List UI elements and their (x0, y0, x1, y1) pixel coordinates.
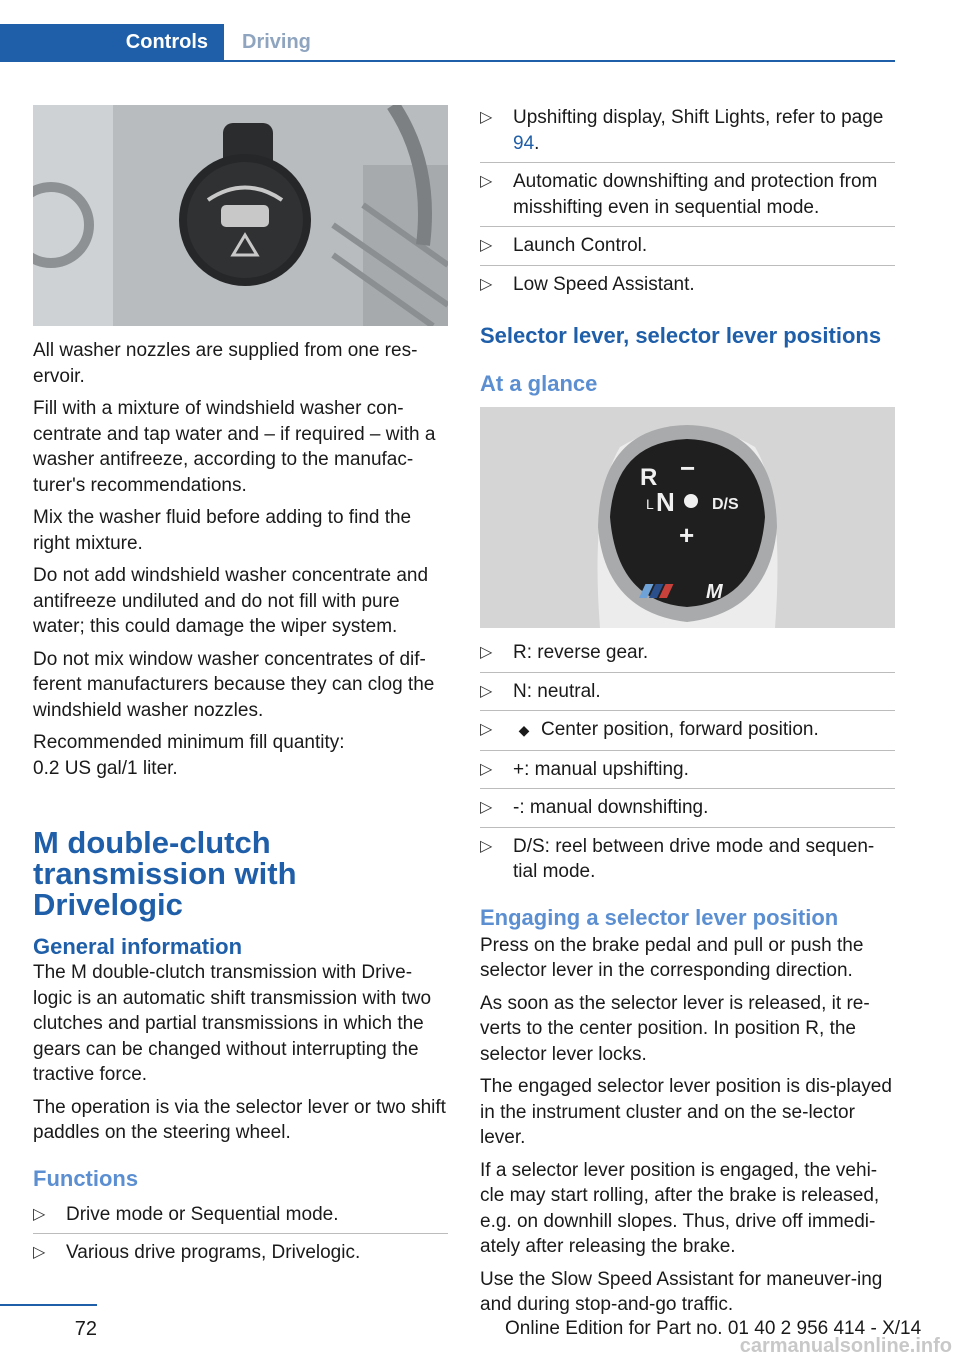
paragraph: Mix the washer fluid before adding to find the right mixture. (33, 507, 412, 554)
triangle-bullet-icon: ▷ (33, 1244, 46, 1261)
paragraph: The M double-clutch transmission with Drive‐logic is an automatic shift transmission with two clutches and partial transmissions in which the gears can be changed without interrupting the tractive force. (33, 962, 432, 1085)
paragraph: Do not add windshield washer concentrate and antifreeze undiluted and do not fill with pure water; this could damage the wiper system. (33, 565, 429, 637)
list-item: ▷ Various drive programs, Drivelogic. (33, 1240, 448, 1272)
features-list (480, 105, 895, 303)
triangle-bullet-icon: ▷ (480, 237, 493, 254)
tab-driving[interactable]: Driving (242, 31, 311, 53)
paragraph: The engaged selector lever position is dis‐played in the instrument cluster and on the se‐lector lever. (480, 1076, 892, 1148)
triangle-bullet-icon: ▷ (480, 682, 493, 700)
list-item: ▷ Upshifting display, Shift Lights, refer to page 94. (480, 105, 895, 163)
heading-engaging: Engaging a selector lever position (480, 904, 839, 930)
list-item: ▷ Launch Control. (480, 233, 895, 266)
triangle-bullet-icon: ▷ (480, 799, 493, 816)
paragraph: All washer nozzles are supplied from one res‐ervoir. (33, 340, 418, 387)
triangle-bullet-icon: ▷ (480, 837, 493, 855)
paragraph: Use the Slow Speed Assistant for maneuver‐ing and during stop-and-go traffic. (480, 1268, 883, 1315)
triangle-bullet-icon: ▷ (480, 275, 493, 293)
triangle-bullet-icon: ▷ (33, 1205, 46, 1223)
svg-text:N: N (656, 487, 675, 517)
svg-text:R: R (640, 464, 658, 491)
triangle-bullet-icon: ▷ (480, 109, 493, 126)
paragraph: If a selector lever position is engaged, the vehi‐cle may start rolling, after the brake is released, e.g. on downhill slopes. Thus, drive off immedi‐ately after releasing the brake. (480, 1159, 880, 1257)
triangle-bullet-icon: ▷ (480, 644, 493, 661)
right-column (480, 105, 895, 1325)
header-bar (0, 0, 895, 62)
positions-list (480, 640, 895, 891)
tab-controls[interactable]: Controls (0, 24, 224, 61)
list-item: ▷ N: neutral. (480, 679, 895, 712)
paragraph: The operation is via the selector lever or two shift paddles on the steering wheel. (33, 1096, 446, 1143)
paragraph: As soon as the selector lever is released, it re‐verts to the center position. In position R, the selector lever locks. (480, 992, 870, 1065)
triangle-bullet-icon: ▷ (480, 173, 493, 190)
heading-selector-lever: Selector lever, selector lever positions (480, 323, 882, 348)
center-position-icon: ◆ (518, 722, 530, 738)
heading-general-information: General information (33, 934, 243, 959)
triangle-bullet-icon: ▷ (480, 760, 493, 778)
heading-at-a-glance: At a glance (480, 371, 598, 396)
svg-text:−: − (680, 453, 696, 483)
paragraph: Press on the brake pedal and pull or push the selector lever in the corresponding direction. (480, 934, 864, 981)
paragraph: Recommended minimum fill quantity: (33, 732, 345, 753)
washer-reservoir-image (33, 105, 448, 326)
triangle-bullet-icon: ▷ (480, 721, 493, 738)
list-item: ▷ Drive mode or Sequential mode. (33, 1202, 448, 1235)
functions-list (33, 1202, 448, 1272)
section-title: M double-clutch transmission with Drivelogic (33, 825, 297, 922)
paragraph: Do not mix window washer concentrates of dif‐ferent manufacturers because they can clog the windshield washer nozzles. (33, 648, 435, 721)
list-item: ▷ Low Speed Assistant. (480, 272, 895, 304)
list-item: ▷ D/S: reel between drive mode and sequen‐tial mode. (480, 835, 875, 882)
paragraph: 0.2 US gal/1 liter. (33, 757, 178, 779)
watermark: carmanualsonline.info (739, 1335, 952, 1357)
selector-lever-image (480, 407, 895, 628)
heading-functions: Functions (33, 1165, 139, 1191)
list-item: ▷ -: manual downshifting. (480, 795, 895, 828)
page-number: 72 (0, 1304, 97, 1341)
list-item: ▷ +: manual upshifting. (480, 757, 895, 790)
svg-text:+: + (679, 520, 695, 550)
svg-text:L: L (646, 496, 654, 512)
page-link[interactable]: 94 (513, 132, 535, 154)
list-item: ▷ Automatic downshifting and protection from misshifting even in sequential mode. (480, 169, 895, 227)
edition-footer: Online Edition for Part no. 01 40 2 956 414 - X/14 (505, 1318, 922, 1339)
list-item: ▷ ◆ Center position, forward position. (480, 717, 895, 751)
svg-text:M: M (706, 581, 723, 603)
paragraph: Fill with a mixture of windshield washer con‐centrate and tap water and – if required – with a washer antifreeze, according to the manufac‐turer's recommendations. (33, 398, 436, 496)
left-column (33, 105, 448, 1278)
svg-text:D/S: D/S (712, 496, 739, 513)
list-item: ▷ R: reverse gear. (480, 640, 895, 673)
